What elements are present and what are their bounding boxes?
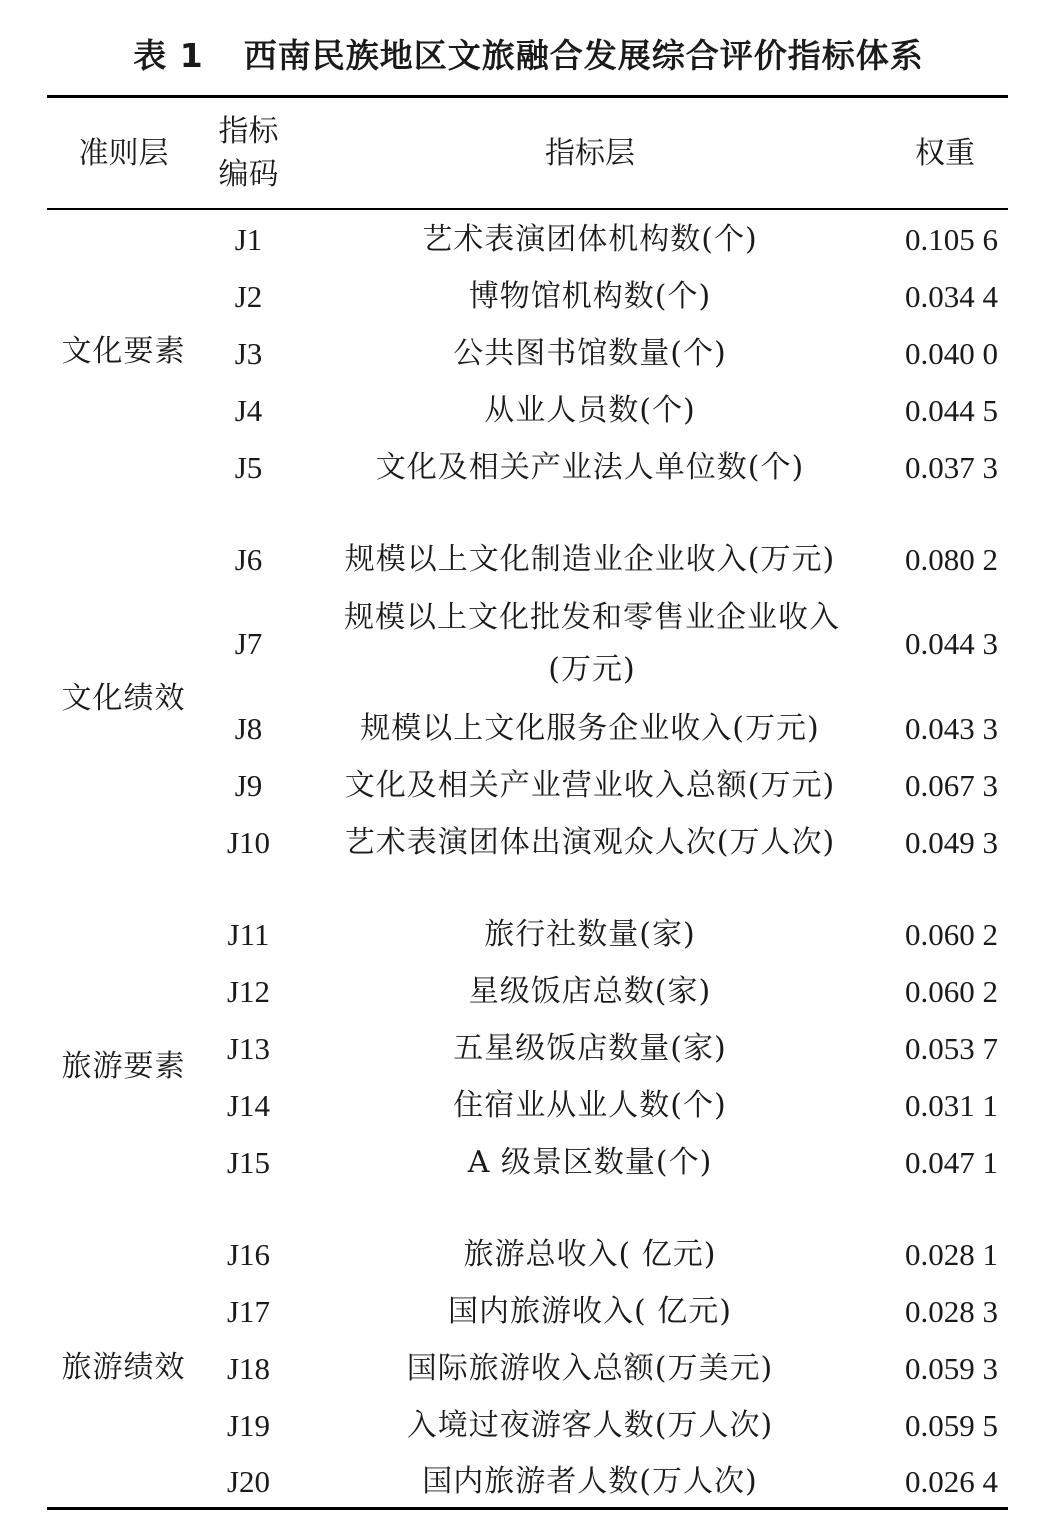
indicator-weight: 0.049 3	[905, 825, 998, 860]
header-indicator: 指标层	[545, 135, 635, 171]
indicator-weight: 0.044 5	[905, 393, 998, 428]
group-label: 旅游绩效	[61, 1350, 186, 1385]
table-caption	[0, 30, 1057, 77]
indicator-weight: 0.031 1	[905, 1088, 998, 1123]
indicator-code: J2	[234, 279, 263, 314]
indicator-weight: 0.053 7	[905, 1031, 998, 1066]
indicator-weight: 0.067 3	[905, 768, 998, 803]
indicator-name: 入境过夜游客人数(万人次)	[406, 1408, 774, 1443]
indicator-code: J7	[234, 626, 263, 661]
indicator-name: A 级景区数量(个)	[467, 1145, 713, 1180]
group-label: 文化要素	[61, 334, 186, 369]
indicator-weight: 0.026 4	[905, 1464, 998, 1499]
indicator-code: J3	[234, 336, 263, 371]
indicator-code: J4	[234, 393, 263, 428]
indicator-code: J5	[234, 450, 263, 485]
indicator-weight: 0.028 3	[905, 1294, 998, 1329]
indicator-code: J6	[234, 542, 263, 577]
indicator-name: 星级饭店总数(家)	[468, 974, 712, 1009]
indicator-weight: 0.105 6	[905, 222, 998, 257]
header-code-line2: 编码	[218, 157, 279, 192]
indicator-weight: 0.059 3	[905, 1351, 998, 1386]
indicator-name: 旅行社数量(家)	[484, 917, 696, 952]
indicator-name: 文化及相关产业营业收入总额(万元)	[344, 768, 836, 803]
indicator-weight: 0.034 4	[905, 279, 998, 314]
table-number: 表 1	[133, 36, 204, 75]
indicator-weight: 0.059 5	[905, 1408, 998, 1443]
header-code-line1: 指标	[218, 114, 279, 149]
indicator-weight: 0.037 3	[905, 450, 998, 485]
indicator-code: J11	[227, 917, 270, 952]
header-code	[200, 100, 297, 206]
indicator-name: 规模以上文化服务企业收入(万元)	[360, 711, 820, 746]
indicator-weight: 0.080 2	[905, 542, 998, 577]
bottom-rule	[47, 1507, 1008, 1510]
indicator-weight: 0.047 1	[905, 1145, 998, 1180]
indicator-code: J18	[226, 1351, 271, 1386]
indicator-name: 规模以上文化制造业企业收入(万元)	[344, 542, 836, 577]
indicator-code: J14	[226, 1088, 271, 1123]
indicator-code: J15	[226, 1145, 271, 1180]
indicator-code: J9	[234, 768, 263, 803]
indicator-name: 公共图书馆数量(个)	[453, 336, 727, 371]
indicator-name: 从业人员数(个)	[484, 393, 696, 428]
indicator-name: 文化及相关产业法人单位数(个)	[375, 450, 805, 485]
indicator-code: J8	[234, 711, 263, 746]
header-weight: 权重	[915, 135, 975, 171]
indicator-name: 博物馆机构数(个)	[468, 279, 712, 314]
header-criterion: 准则层	[78, 135, 169, 171]
indicator-code: J19	[226, 1408, 271, 1443]
indicator-name: 国内旅游者人数(万人次)	[422, 1464, 758, 1499]
indicator-code: J20	[226, 1464, 271, 1499]
indicator-code: J12	[226, 974, 271, 1009]
indicator-weight: 0.028 1	[905, 1237, 998, 1272]
header-rule	[47, 208, 1008, 210]
indicator-code: J16	[226, 1237, 271, 1272]
indicator-name: 规模以上文化批发和零售业企业收入(万元)	[344, 600, 840, 687]
indicator-code: J17	[226, 1294, 271, 1329]
indicator-name: 五星级饭店数量(家)	[453, 1031, 727, 1066]
indicator-name: 国际旅游收入总额(万美元)	[406, 1351, 774, 1386]
indicator-weight: 0.040 0	[905, 336, 998, 371]
indicator-weight: 0.044 3	[905, 626, 998, 661]
indicator-name: 旅游总收入( 亿元)	[463, 1237, 717, 1272]
group-label: 文化绩效	[61, 681, 186, 716]
indicator-name: 国内旅游收入( 亿元)	[448, 1294, 732, 1329]
top-rule	[47, 95, 1008, 98]
indicator-weight: 0.060 2	[905, 917, 998, 952]
indicator-code: J1	[234, 222, 263, 257]
table-title: 西南民族地区文旅融合发展综合评价指标体系	[243, 36, 924, 75]
indicator-name: 艺术表演团体机构数(个)	[422, 222, 758, 257]
indicator-weight: 0.060 2	[905, 974, 998, 1009]
group-label: 旅游要素	[61, 1049, 186, 1084]
indicator-name: 艺术表演团体出演观众人次(万人次)	[344, 825, 836, 860]
indicator-code: J13	[226, 1031, 271, 1066]
indicator-code: J10	[226, 825, 271, 860]
indicator-name: 住宿业从业人数(个)	[453, 1088, 727, 1123]
indicator-weight: 0.043 3	[905, 711, 998, 746]
